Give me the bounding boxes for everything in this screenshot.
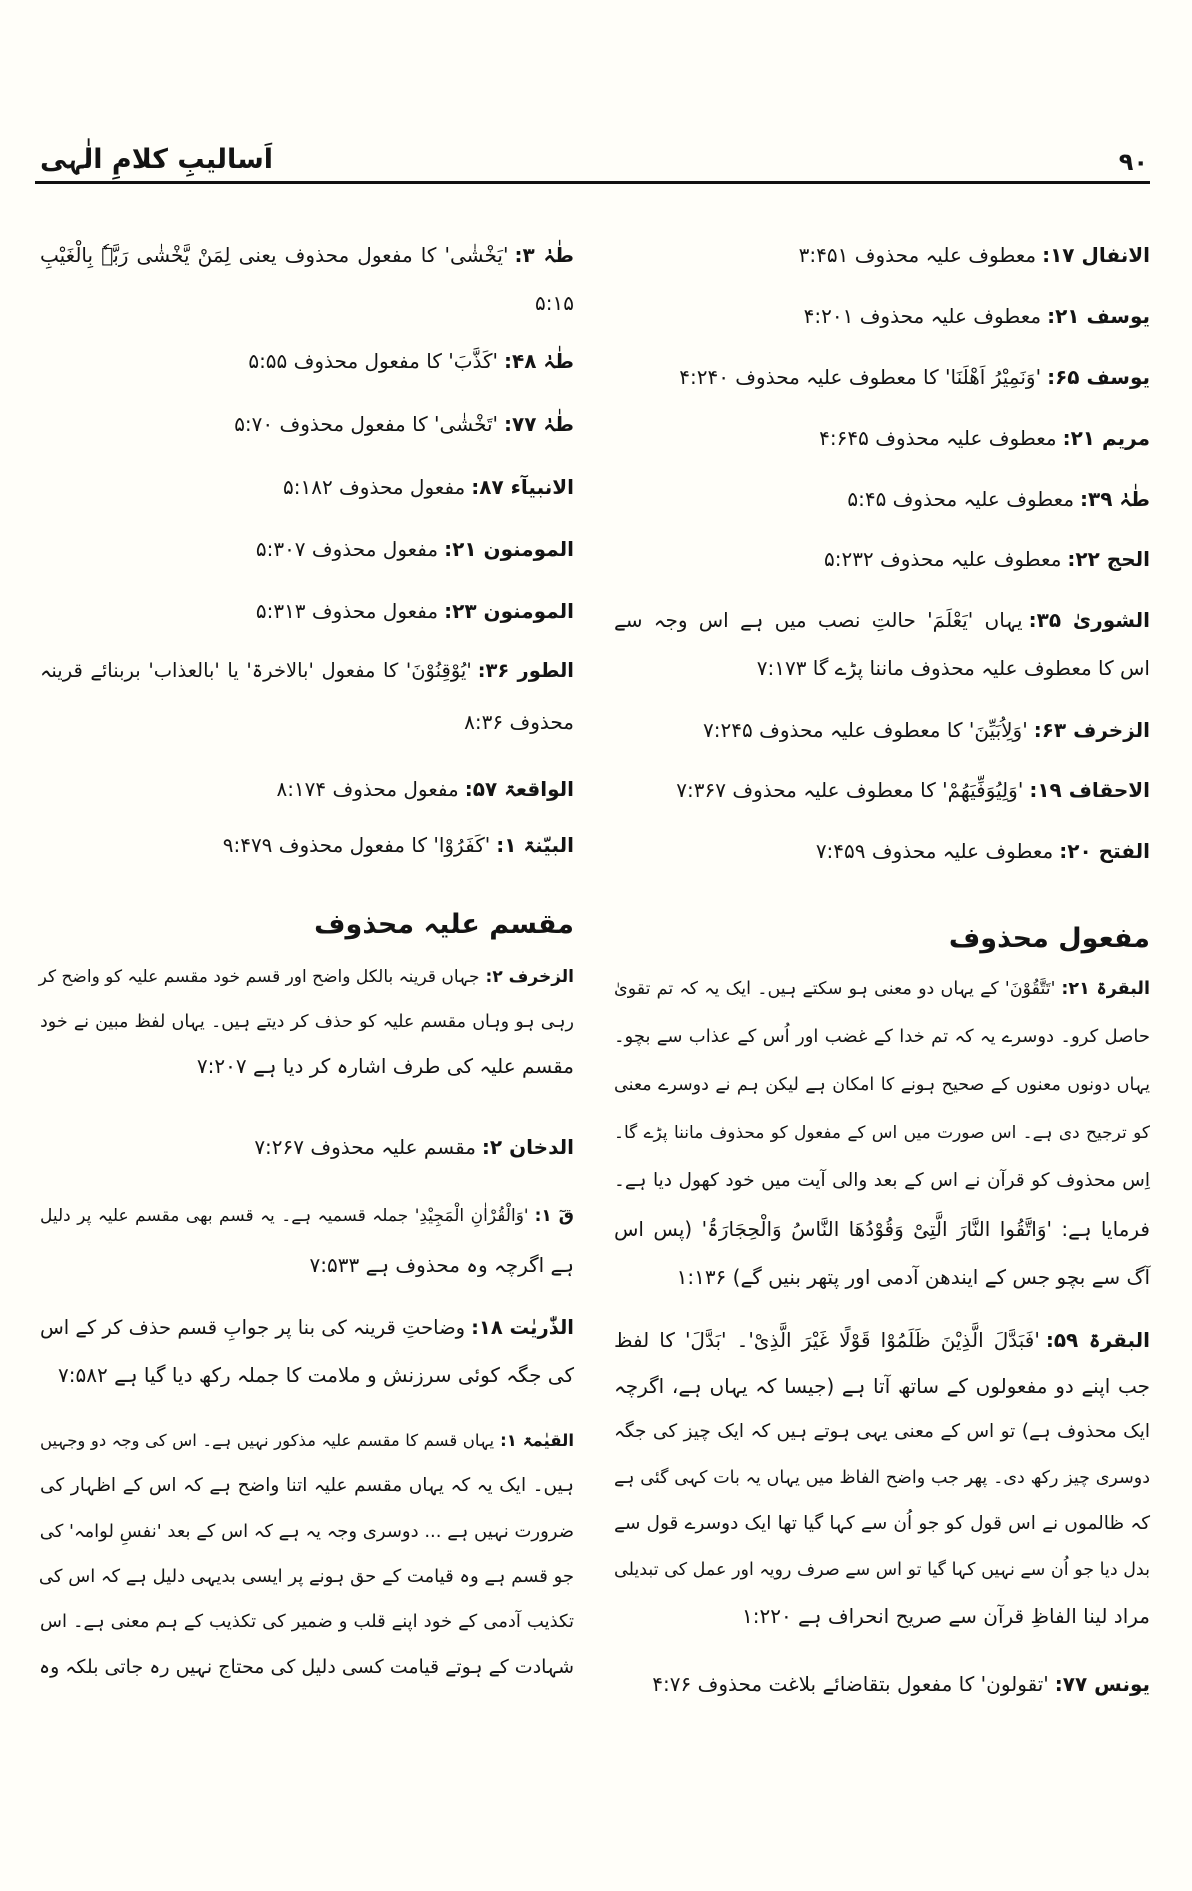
- entry-continuation-line: [614, 1415, 1150, 1449]
- surah-reference: البیّنۃ ۱:: [496, 833, 574, 857]
- entry-line: [614, 1667, 1150, 1701]
- section-heading: مفعول محذوف: [948, 923, 1150, 954]
- entry-text: ہیں۔ ایک یہ کہ یہاں مقسم علیہ اتنا واضح ہے کہ اس کے اظہار کی: [40, 1475, 574, 1496]
- entry-text: جب اپنے دو مفعولوں کے ساتھ آتا ہے (جیسا کہ یہاں ہے، اگرچہ: [614, 1374, 1150, 1398]
- entry-line: [614, 360, 1150, 394]
- entry-line: [40, 238, 574, 272]
- entry-text: ۵:۱۵: [535, 291, 574, 315]
- surah-reference: طٰہٰ ۴۸:: [504, 349, 574, 373]
- entry-text: 'وَلِاُبَیِّنَ' کا معطوف علیہ محذوف ۷:۲۴۵: [703, 718, 1028, 742]
- entry-line: [40, 407, 574, 441]
- entry-text: معطوف علیہ محذوف ۷:۴۵۹: [815, 839, 1054, 863]
- left-column: [40, 0, 574, 1891]
- entry-continuation-line: [40, 1515, 574, 1549]
- surah-reference: البقرۃ ۵۹:: [1045, 1328, 1151, 1352]
- surah-reference: الطور ۳۶:: [477, 659, 574, 682]
- entry-continuation-line: [40, 1469, 574, 1503]
- surah-reference: یوسف ۶۵:: [1047, 365, 1150, 389]
- entry-text: یہاں دونوں معنوں کے صحیح ہونے کا امکان ہے لیکن ہم نے دوسرے معنی: [614, 1075, 1150, 1095]
- entry-continuation-line: [40, 1248, 574, 1282]
- entry-line: [614, 773, 1150, 807]
- entry-text: اِس محذوف کو قرآن نے اس کے بعد والی آیت میں خود کھول دیا ہے۔: [614, 1170, 1150, 1191]
- entry-continuation-line: [40, 286, 574, 320]
- entry-line: [40, 344, 574, 378]
- entry-continuation-line: [614, 651, 1150, 685]
- entry-continuation-line: [614, 1212, 1150, 1246]
- entry-line: [614, 238, 1150, 272]
- entry-text: 'یَخْشٰی' کا مفعول محذوف یعنی لِمَنْ یَّخْشٰی رَبَّہٗ بِالْغَیْبِ: [40, 243, 509, 267]
- entry-continuation-line: [40, 1005, 574, 1039]
- surah-reference: الفتح ۲۰:: [1059, 839, 1150, 863]
- entry-text: بدل دیا جو اُن سے نہیں کہا گیا تو اس سے صرف رویہ اور عمل کی تبدیلی: [614, 1560, 1150, 1580]
- entry-text: معطوف علیہ محذوف ۳:۴۵۱: [798, 243, 1037, 267]
- entry-continuation-line: [614, 1020, 1150, 1054]
- entry-continuation-line: [40, 1358, 574, 1392]
- entry-text: تکذیب آدمی کے خود اپنے قلب و ضمیر کی تکذیب کے ہم معنی ہے۔ اس: [40, 1611, 574, 1632]
- surah-reference: القیٰمۃ ۱:: [500, 1431, 574, 1450]
- entry-text: رہی ہو وہاں مقسم علیہ کو حذف کر دیتے ہیں۔ یہاں لفظ مبین نے خود: [40, 1012, 574, 1032]
- entry-line: [40, 1424, 574, 1458]
- entry-text: آگ سے بچو جس کے ایندھن آدمی اور پتھر بنیں گے) ۱:۱۳۶: [676, 1265, 1150, 1289]
- entry-text: 'یُوْقِنُوْنَ' کا مفعول 'بالاخرۃ' یا 'بالعذاب' بربنائے قرینہ: [40, 659, 472, 682]
- entry-text: 'کَذَّبَ' کا مفعول محذوف ۵:۵۵: [248, 349, 499, 373]
- entry-line: [40, 1130, 574, 1164]
- entry-text: ضرورت نہیں ہے ... دوسری وجہ یہ ہے کہ اس کے بعد 'نفسِ لوامہ' کی: [39, 1521, 574, 1542]
- book-title: اَسالیبِ کلامِ الٰہی: [40, 144, 274, 175]
- surah-reference: یونس ۷۷:: [1054, 1672, 1150, 1696]
- entry-continuation-line: [614, 1553, 1150, 1587]
- entry-text: 'وَلِیُوَفِّیَھُمْ' کا معطوف علیہ محذوف ۷:۳۶۷: [676, 778, 1024, 802]
- entry-text: یہاں 'یَعْلَمَ' حالتِ نصب میں ہے اس وجہ سے: [614, 608, 1023, 632]
- entry-line: [614, 603, 1150, 637]
- surah-reference: الزخرف ۲:: [485, 967, 574, 987]
- entry-text: 'کَفَرُوْا' کا مفعول محذوف ۹:۴۷۹: [222, 833, 491, 857]
- surah-reference: الزخرف ۶۳:: [1033, 718, 1150, 742]
- entry-line: [614, 834, 1150, 868]
- entry-line: [40, 772, 574, 806]
- surah-reference: الحج ۲۲:: [1067, 547, 1150, 571]
- surah-reference: المومنون ۲۱:: [444, 537, 574, 561]
- entry-text: کو ترجیح دی ہے۔ اس صورت میں اس کے مفعول کو محذوف ماننا پڑے گا۔: [614, 1123, 1150, 1143]
- section-heading: مقسم علیہ محذوف: [314, 909, 574, 940]
- surah-reference: الاحقاف ۱۹:: [1029, 778, 1150, 802]
- entry-text: مفعول محذوف ۵:۳۰۷: [255, 537, 439, 561]
- surah-reference: الدخان ۲:: [481, 1135, 574, 1159]
- entry-continuation-line: [40, 1650, 574, 1684]
- entry-line: [614, 713, 1150, 747]
- entry-text: ایک محذوف ہے) تو اس کے معنی یہی ہوتے ہیں کہ ایک چیز کی جگہ: [614, 1421, 1150, 1442]
- entry-continuation-line: [40, 1049, 574, 1083]
- entry-text: 'تَخْشٰی' کا مفعول محذوف ۵:۷۰: [234, 412, 499, 436]
- entry-continuation-line: [40, 705, 574, 739]
- entry-text: مقسم علیہ محذوف ۷:۲۶۷: [254, 1135, 476, 1159]
- entry-text: معطوف علیہ محذوف ۵:۴۵: [847, 487, 1075, 511]
- entry-text: اس کا معطوف علیہ محذوف ماننا پڑے گا ۷:۱۷۳: [756, 656, 1150, 680]
- entry-line: [614, 972, 1150, 1006]
- entry-line: [614, 299, 1150, 333]
- entry-text: فرمایا ہے: 'وَاتَّقُوا النَّارَ الَّتِیْ وَقُوْدُھَا النَّاسُ وَالْحِجَارَۃُ' (پس اس: [614, 1217, 1150, 1241]
- entry-continuation-line: [40, 1605, 574, 1639]
- entry-continuation-line: [614, 1164, 1150, 1198]
- surah-reference: الانفال ۱۷:: [1042, 243, 1150, 267]
- entry-text: 'وَالْقُرْاٰنِ الْمَجِیْدِ' جملہ قسمیہ ہے۔ یہ قسم بھی مقسم علیہ پر دلیل: [40, 1206, 529, 1226]
- entry-continuation-line: [40, 1560, 574, 1594]
- entry-text: حاصل کرو۔ دوسرے یہ کہ تم خدا کے غضب اور اُس کے عذاب سے بچو۔: [614, 1026, 1150, 1047]
- entry-continuation-line: [614, 1116, 1150, 1150]
- surah-reference: البقرۃ ۲۱:: [1061, 979, 1150, 999]
- entry-line: [40, 1311, 574, 1345]
- entry-text: دوسری چیز رکھ دی۔ پھر جب واضح الفاظ میں یہاں یہ بات کہی گئی ہے: [614, 1468, 1150, 1488]
- entry-continuation-line: [614, 1461, 1150, 1495]
- surah-reference: طٰہٰ ۳:: [514, 243, 574, 267]
- entry-line: [614, 421, 1150, 455]
- entry-line: [614, 482, 1150, 516]
- entry-text: 'تَتَّقُوْنَ' کے یہاں دو معنی ہو سکتے ہیں۔ ایک یہ کہ تم تقویٰ: [614, 979, 1056, 999]
- entry-text: معطوف علیہ محذوف ۴:۶۴۵: [819, 426, 1057, 450]
- surah-reference: قٓ ۱:: [534, 1206, 574, 1226]
- entry-line: [40, 960, 574, 994]
- entry-line: [40, 470, 574, 504]
- entry-line: [40, 594, 574, 628]
- entry-line: [40, 1199, 574, 1233]
- entry-text: کی جگہ کوئی سرزنش و ملامت کا جملہ رکھ دیا گیا ہے ۷:۵۸۲: [58, 1363, 574, 1387]
- entry-text: ہے اگرچہ وہ محذوف ہے ۷:۵۳۳: [309, 1253, 574, 1277]
- entry-text: مفعول محذوف ۵:۳۱۳: [255, 599, 439, 623]
- entry-continuation-line: [614, 1599, 1150, 1633]
- entry-text: مراد لینا الفاظِ قرآن سے صریح انحراف ہے ۱:۲۲۰: [741, 1604, 1150, 1628]
- entry-text: معطوف علیہ محذوف ۴:۲۰۱: [803, 304, 1042, 328]
- surah-reference: طٰہٰ ۳۹:: [1080, 487, 1150, 511]
- entry-line: [40, 654, 574, 688]
- entry-line: [40, 828, 574, 862]
- entry-text: مفعول محذوف ۵:۱۸۲: [282, 475, 466, 499]
- entry-text: 'فَبَدَّلَ الَّذِیْنَ ظَلَمُوْا قَوْلًا غَیْرَ الَّذِیْ'۔ 'بَدَّلَ' کا لفظ: [614, 1328, 1040, 1352]
- entry-continuation-line: [614, 1260, 1150, 1294]
- entry-text: 'وَنَمِیْرُ اَھْلَنَا' کا معطوف علیہ محذوف ۴:۲۴۰: [679, 365, 1042, 389]
- entry-line: [614, 1323, 1150, 1357]
- entry-text: یہاں قسم کا مقسم علیہ مذکور نہیں ہے۔ اس کی وجہ دو وجہیں: [40, 1431, 495, 1450]
- entry-line: [614, 542, 1150, 576]
- entry-text: معطوف علیہ محذوف ۵:۲۳۲: [823, 547, 1062, 571]
- entry-text: شہادت کے ہوتے قیامت کسی دلیل کی محتاج نہیں رہ جاتی بلکہ وہ: [38, 1656, 574, 1678]
- surah-reference: یوسف ۲۱:: [1047, 304, 1150, 328]
- surah-reference: الانبیآء ۸۷:: [471, 475, 574, 499]
- surah-reference: المومنون ۲۳:: [444, 599, 574, 623]
- entry-line: [40, 532, 574, 566]
- entry-text: کہ ظالموں نے اس قول کو جو اُن سے کہا گیا تھا ایک دوسرے قول سے: [614, 1513, 1150, 1534]
- entry-text: جہاں قرینہ بالکل واضح اور قسم خود مقسم علیہ کو واضح کر: [38, 967, 480, 987]
- entry-continuation-line: [614, 1507, 1150, 1541]
- surah-reference: الواقعۃ ۵۷:: [464, 777, 574, 801]
- entry-text: مقسم علیہ کی طرف اشارہ کر دیا ہے ۷:۲۰۷: [196, 1054, 574, 1078]
- surah-reference: طٰہٰ ۷۷:: [504, 412, 574, 436]
- surah-reference: الذّٰریٰت ۱۸:: [471, 1316, 574, 1339]
- entry-continuation-line: [614, 1068, 1150, 1102]
- page-number: ۹۰: [1118, 148, 1148, 176]
- right-column: [614, 0, 1150, 1891]
- entry-text: محذوف ۸:۳۶: [464, 710, 574, 734]
- entry-text: وضاحتِ قرینہ کی بنا پر جوابِ قسم حذف کر کے اس: [40, 1316, 466, 1339]
- entry-continuation-line: [614, 1369, 1150, 1403]
- entry-text: مفعول محذوف ۸:۱۷۴: [276, 777, 459, 801]
- entry-text: جو قسم ہے وہ قیامت کے حق ہونے پر ایسی بدیہی دلیل ہے کہ اس کی: [38, 1566, 574, 1587]
- surah-reference: الشوریٰ ۳۵:: [1028, 608, 1151, 632]
- surah-reference: مریم ۲۱:: [1062, 426, 1150, 450]
- entry-text: 'تقولون' کا مفعول بتقاضائے بلاغت محذوف ۴:۷۶: [652, 1672, 1049, 1696]
